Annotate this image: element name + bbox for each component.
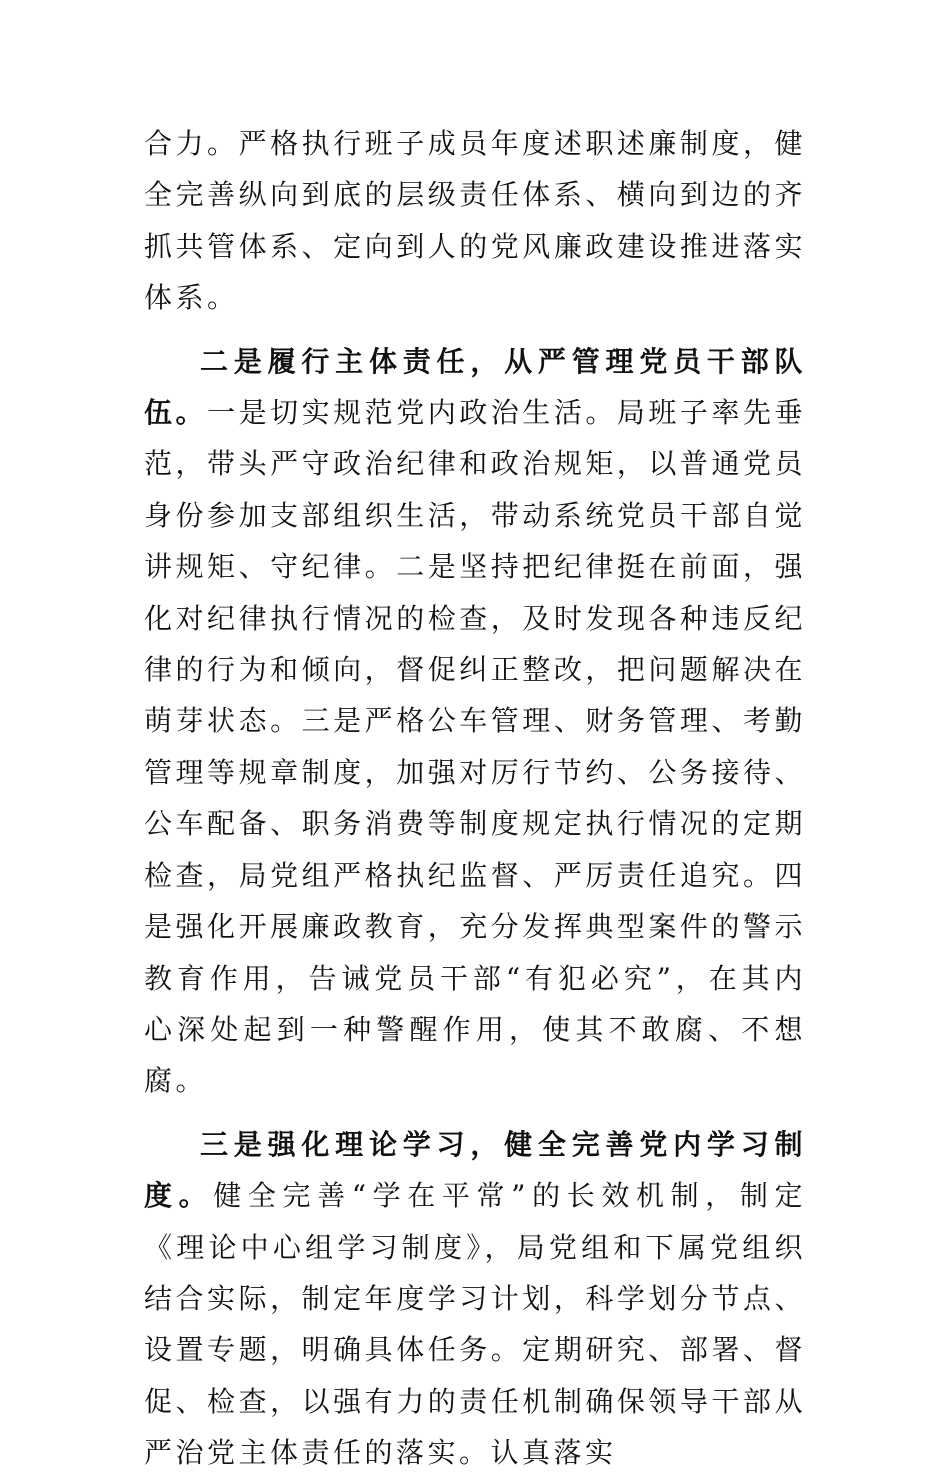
paragraph-1	[144, 118, 806, 324]
paragraph-2-heading: 二是履行主体责任，从严管理党员干部队伍。	[144, 344, 806, 430]
paragraph-3-heading: 三是强化理论学习，健全完善党内学习制度。	[144, 1127, 806, 1213]
paragraph-3-text: 健全完善“学在平常”的长效机制，制定《理论中心组学习制度》，局党组和下属党组织结合实际，制定年度学习计划，科学划分节点、设置专题，明确具体任务。定期研究、部署、督促、检查，以强有力的责任机制确保领导干部从严治党主体责任的落实。认真落实	[144, 1179, 806, 1470]
paragraph-2	[144, 336, 806, 1107]
document-body	[144, 118, 806, 1479]
paragraph-2-text: 一是切实规范党内政治生活。局班子率先垂范，带头严守政治纪律和政治规矩，以普通党员身份参加支部组织生活，带动系统党员干部自觉讲规矩、守纪律。二是坚持把纪律挺在前面，强化对纪律执行情况的检查，及时发现各种违反纪律的行为和倾向，督促纠正整改，把问题解决在萌芽状态。三是严格公车管理、财务管理、考勤管理等规章制度，加强对厉行节约、公务接待、公车配备、职务消费等制度规定执行情况的定期检查，局党组严格执纪监督、严厉责任追究。四是强化开展廉政教育，充分发挥典型案件的警示教育作用，告诫党员干部“有犯必究”，在其内心深处起到一种警醒作用，使其不敢腐、不想腐。	[144, 396, 806, 1098]
paragraph-3	[144, 1119, 806, 1479]
paragraph-1-text: 合力。严格执行班子成员年度述职述廉制度，健全完善纵向到底的层级责任体系、横向到边的齐抓共管体系、定向到人的党风廉政建设推进落实体系。	[144, 127, 806, 315]
